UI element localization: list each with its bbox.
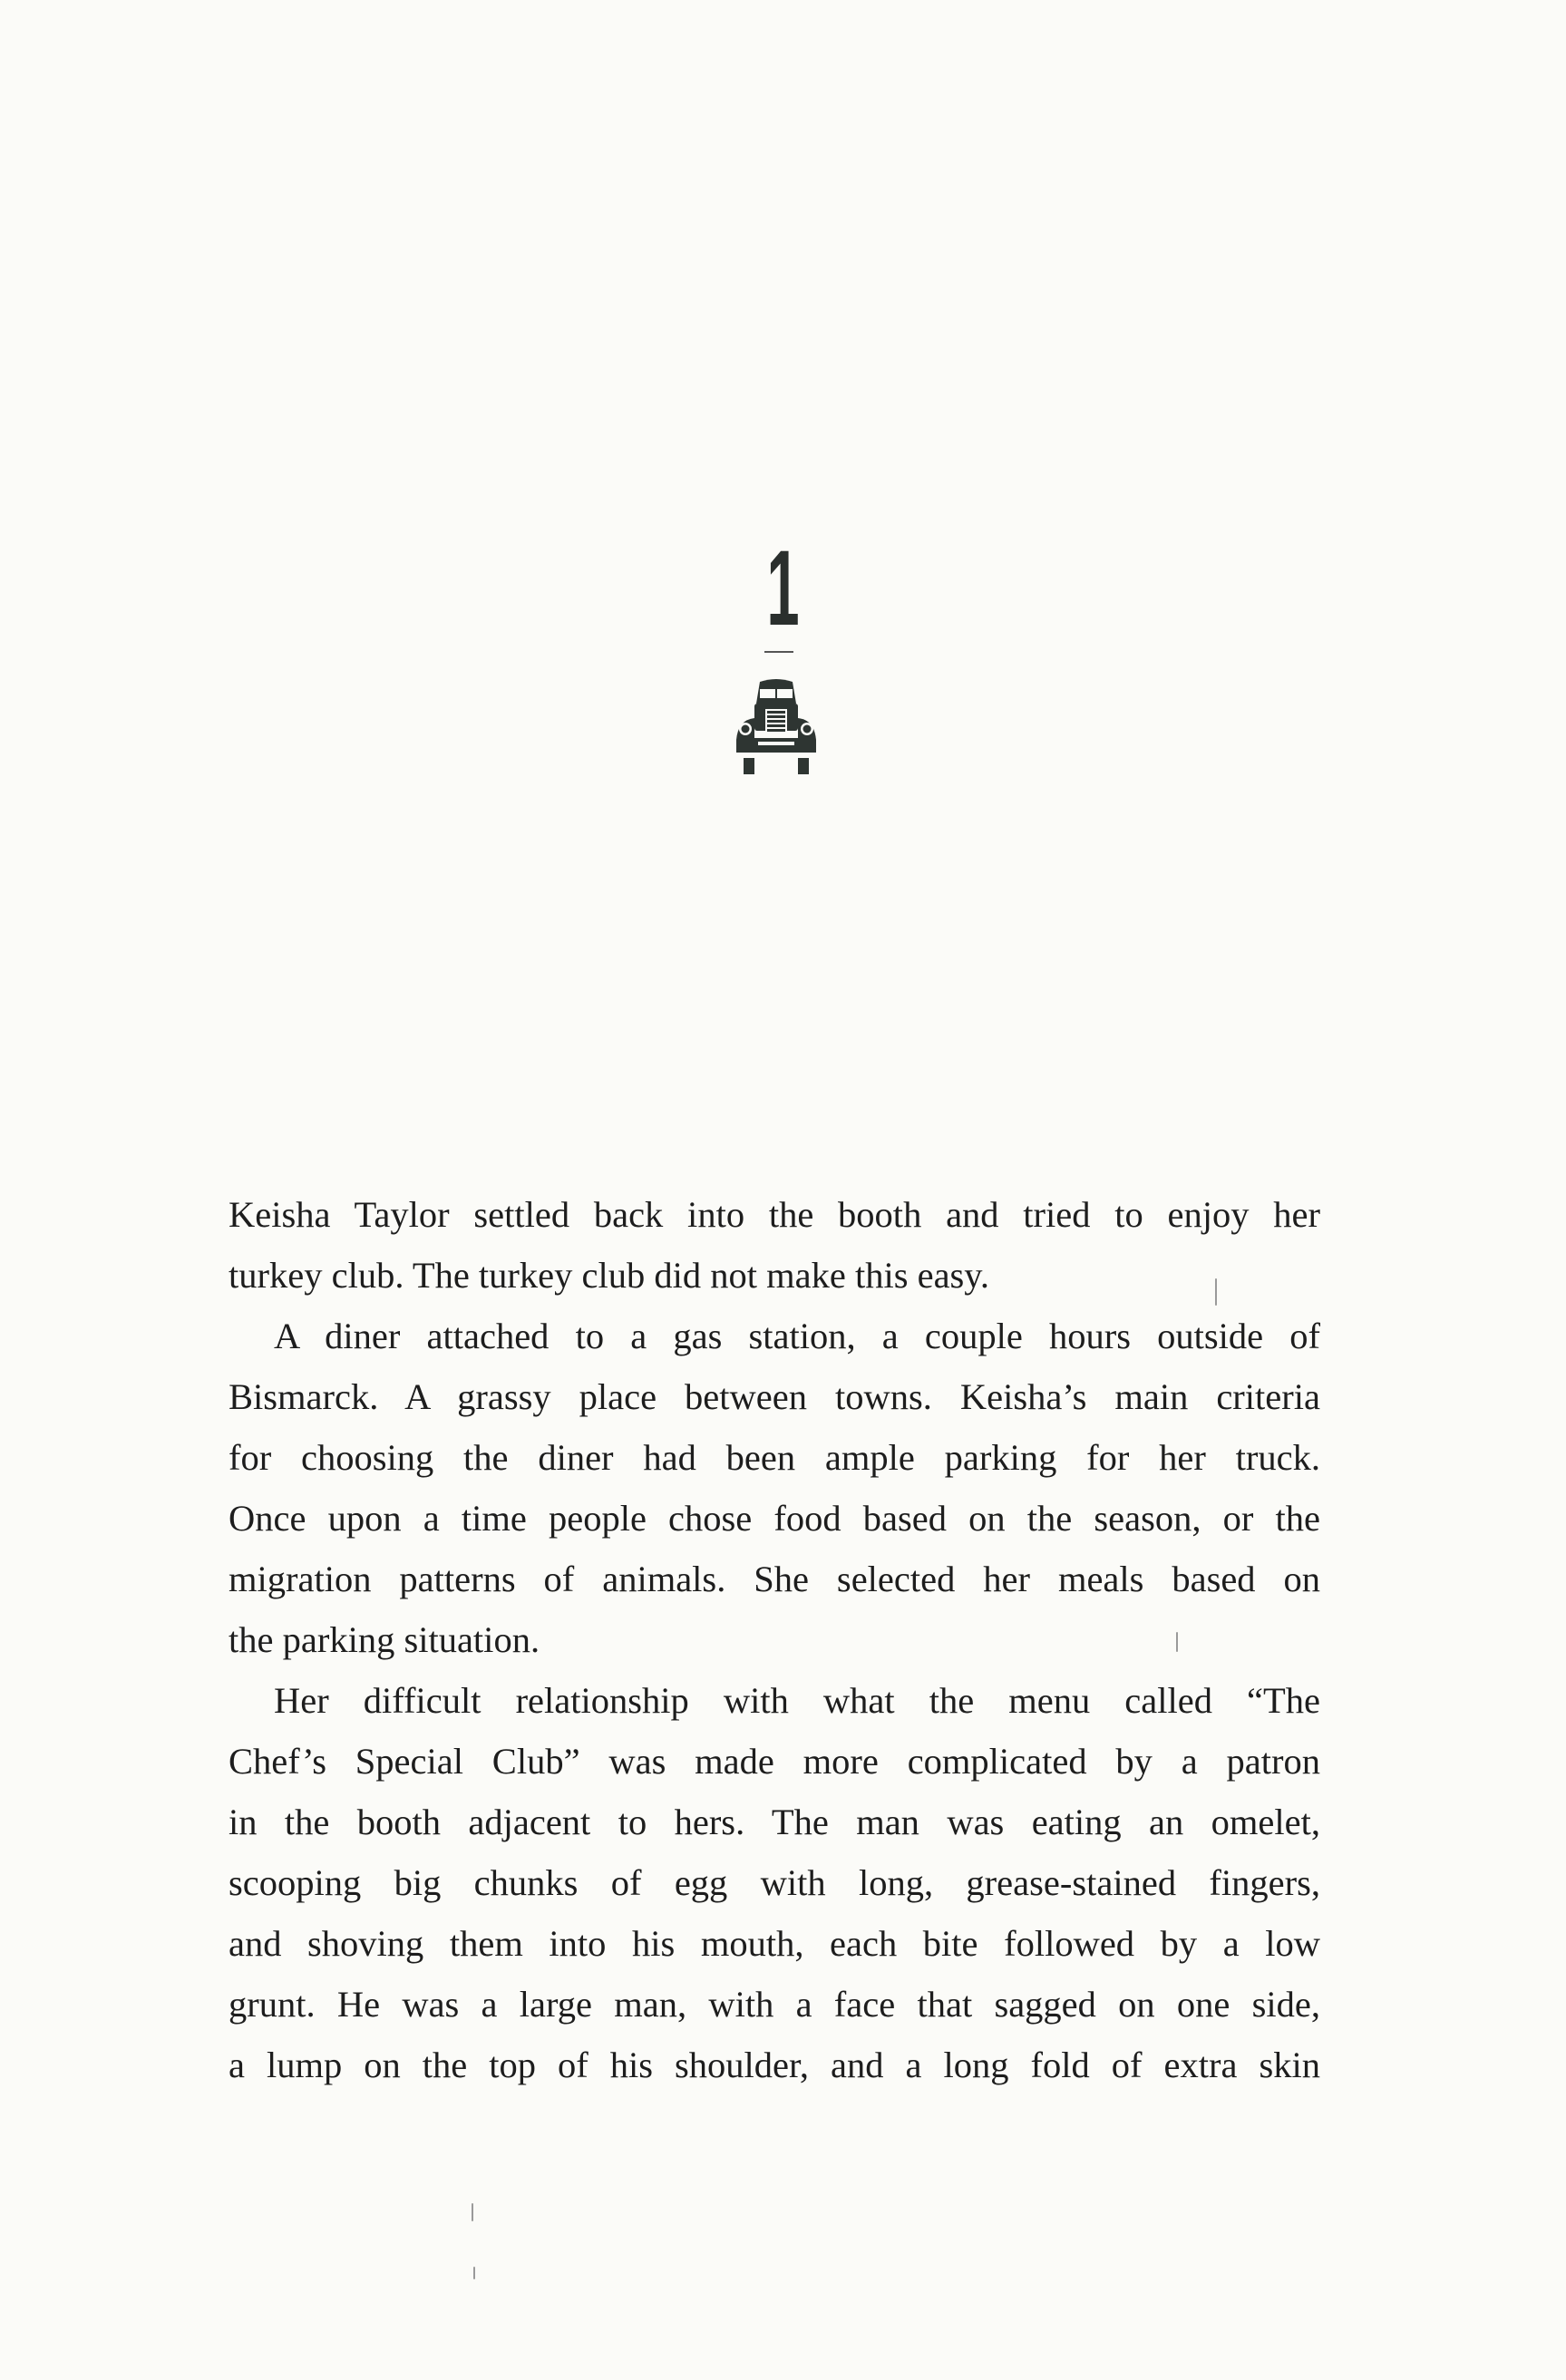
text-line: turkey club. The turkey club did not make this easy. bbox=[229, 1255, 990, 1296]
text-line: a lump on the top of his shoulder, and a long fold of extra skin bbox=[229, 2045, 1320, 2085]
chapter-divider bbox=[764, 651, 793, 653]
text-line: migration patterns of animals. She selected her meals based on bbox=[229, 1559, 1320, 1599]
text-line: Keisha Taylor settled back into the booth and tried to enjoy her bbox=[229, 1194, 1320, 1235]
chapter-body-text bbox=[229, 1184, 1320, 2095]
text-line: scooping big chunks of egg with long, grease-stained fingers, bbox=[229, 1862, 1320, 1903]
text-line: for choosing the diner had been ample parking for her truck. bbox=[229, 1437, 1320, 1478]
text-line: Once upon a time people chose food based on the season, or the bbox=[229, 1498, 1320, 1539]
paragraph-2 bbox=[229, 1306, 1320, 1670]
text-line: the parking situation. bbox=[229, 1619, 540, 1660]
chapter-number: 1 bbox=[766, 529, 800, 648]
text-line: grunt. He was a large man, with a face that sagged on one side, bbox=[229, 1984, 1320, 2025]
text-line: A diner attached to a gas station, a couple hours outside of bbox=[274, 1316, 1320, 1356]
paragraph-3 bbox=[229, 1670, 1320, 2095]
paragraph-1 bbox=[229, 1184, 1320, 1306]
truck-icon bbox=[733, 676, 820, 785]
text-line: Chef’s Special Club” was made more complicated by a patron bbox=[229, 1741, 1320, 1782]
text-line: in the booth adjacent to hers. The man was eating an omelet, bbox=[229, 1802, 1320, 1842]
text-line: Her difficult relationship with what the menu called “The bbox=[274, 1680, 1320, 1721]
text-line: and shoving them into his mouth, each bite followed by a low bbox=[229, 1923, 1320, 1964]
text-line: Bismarck. A grassy place between towns. Keisha’s main criteria bbox=[229, 1376, 1320, 1417]
